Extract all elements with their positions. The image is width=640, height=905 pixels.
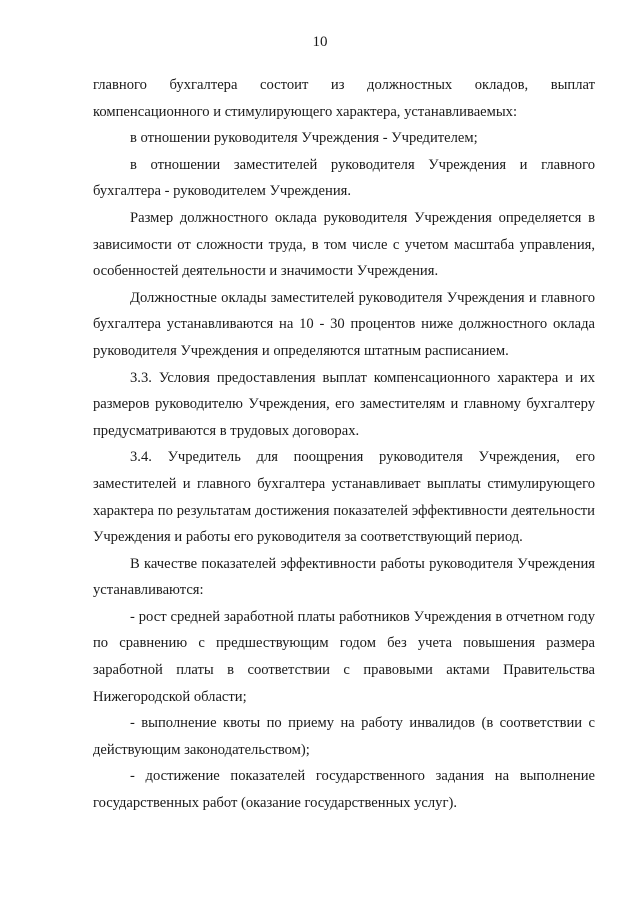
paragraph-section-3-3: 3.3. Условия предоставления выплат компенсационного характера и их размеров руководителю Учреждения, его заместителям и главному бухгалтеру предусматриваются в трудовых договорах. bbox=[93, 369, 595, 439]
page-number: 10 bbox=[312, 34, 328, 50]
paragraph: Должностные оклады заместителей руководителя Учреждения и главного бухгалтера устанавливаются на 10 - 30 процентов ниже должностного оклада руководителя Учреждения и определяются штатным расписанием. bbox=[93, 289, 595, 359]
document-body bbox=[93, 72, 595, 817]
paragraph: главного бухгалтера состоит из должностных окладов, выплат компенсационного и стимулирующего характера, устанавливаемых: bbox=[93, 77, 595, 120]
list-item: - выполнение квоты по приему на работу инвалидов (в соответствии с действующим законодательством); bbox=[93, 715, 595, 758]
paragraph: В качестве показателей эффективности работы руководителя Учреждения устанавливаются: bbox=[93, 555, 595, 599]
list-item: - достижение показателей государственного задания на выполнение государственных работ (оказание государственных услуг). bbox=[93, 768, 595, 812]
paragraph-section-3-4: 3.4. Учредитель для поощрения руководителя Учреждения, его заместителей и главного бухгалтера устанавливает выплаты стимулирующего характера по результатам достижения показателей эффективности деятельности Учреждения и работы его руководителя за соответствующий период. bbox=[93, 449, 595, 546]
paragraph: Размер должностного оклада руководителя Учреждения определяется в зависимости от сложности труда, в том числе с учетом масштаба управления, особенностей деятельности и значимости Учреждения. bbox=[93, 209, 595, 280]
list-item: - рост средней заработной платы работников Учреждения в отчетном году по сравнению с предшествующим годом без учета повышения размера заработной платы в соответствии с правовыми актами Правительства Нижегородской области; bbox=[93, 608, 595, 705]
paragraph: в отношении руководителя Учреждения - Учредителем; bbox=[130, 130, 478, 147]
paragraph: в отношении заместителей руководителя Учреждения и главного бухгалтера - руководителем Учреждения. bbox=[93, 156, 595, 200]
